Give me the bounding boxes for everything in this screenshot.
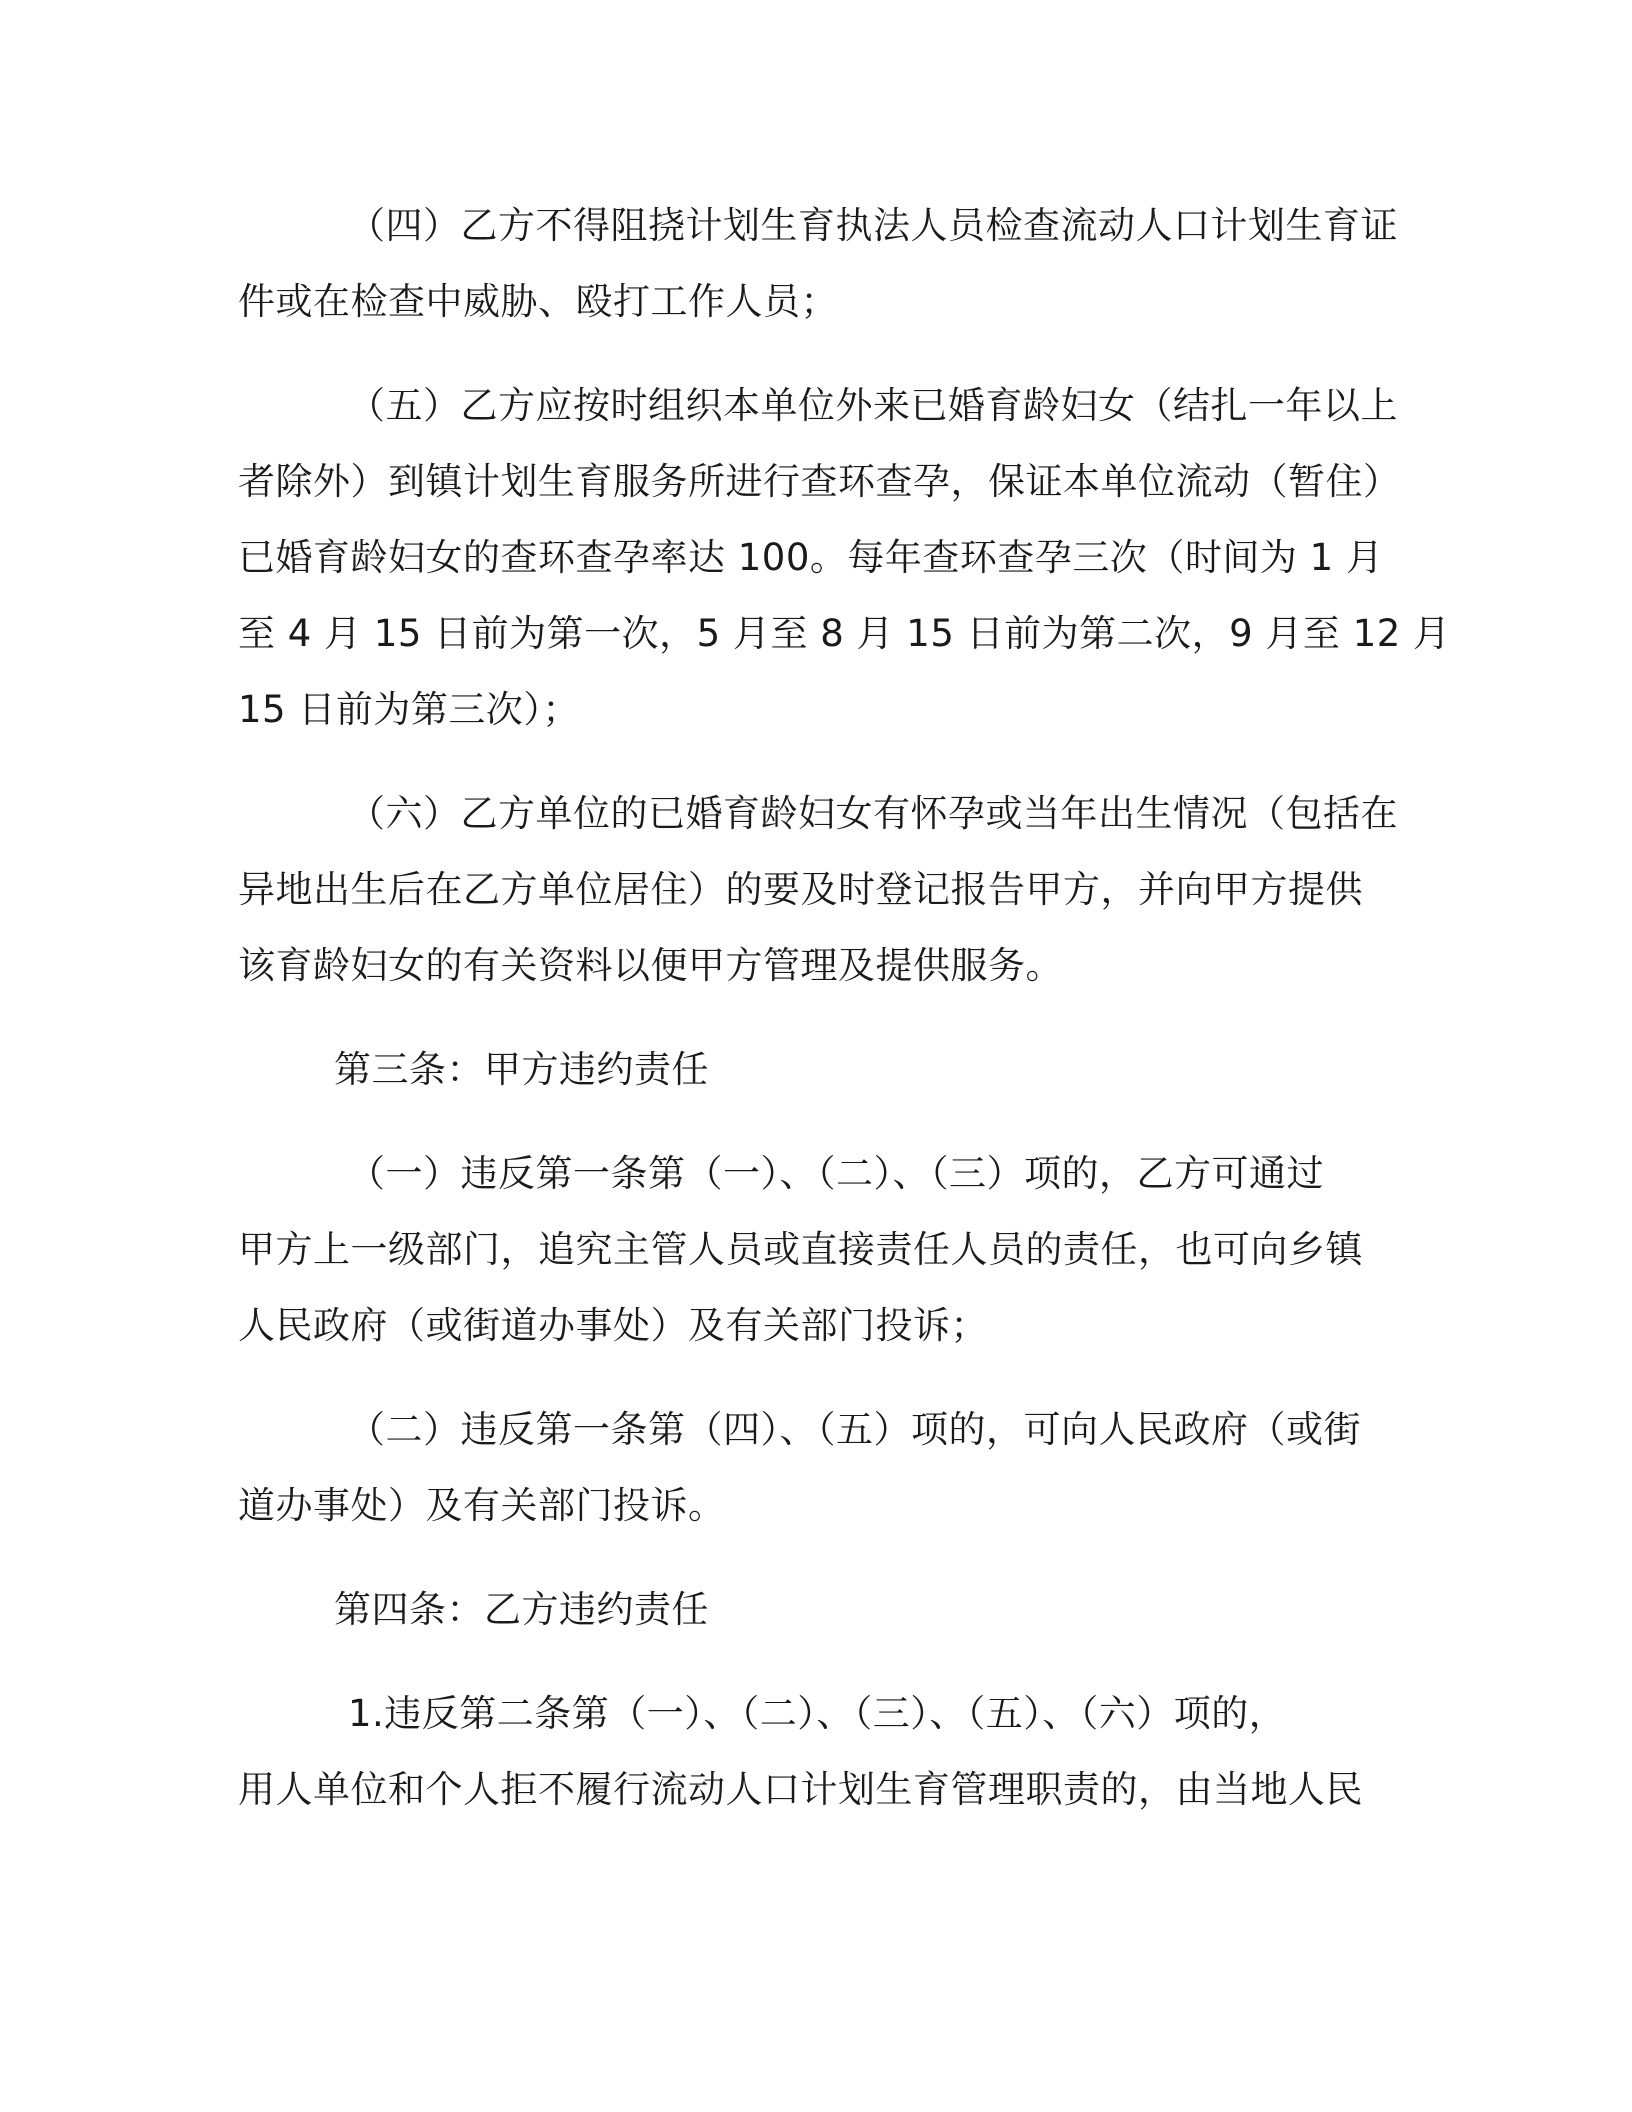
- text-line: 该育龄妇女的有关资料以便甲方管理及提供服务。: [238, 944, 1063, 987]
- text-line: 至 4 月 15 日前为第一次，5 月至 8 月 15 日前为第二次，9 月至 12 月: [238, 612, 1451, 655]
- document-body: [238, 188, 1451, 1856]
- text-line: （五）乙方应按时组织本单位外来已婚育龄妇女（结扎一年以上: [348, 384, 1398, 427]
- text-line: 异地出生后在乙方单位居住）的要及时登记报告甲方，并向甲方提供: [238, 868, 1363, 911]
- text-line: 件或在检查中威胁、殴打工作人员；: [238, 280, 838, 323]
- text-line: （六）乙方单位的已婚育龄妇女有怀孕或当年出生情况（包括在: [348, 792, 1398, 835]
- text-line: 道办事处）及有关部门投诉。: [238, 1484, 726, 1527]
- article-4-item-1: [238, 1676, 1388, 1828]
- article-3-item-2: [238, 1392, 1388, 1544]
- text-line: 甲方上一级部门，追究主管人员或直接责任人员的责任，也可向乡镇: [238, 1228, 1363, 1271]
- text-line: 者除外）到镇计划生育服务所进行查环查孕，保证本单位流动（暂住）: [238, 460, 1401, 503]
- text-line: 1.违反第二条第（一）、（二）、（三）、（五）、（六）项的，: [348, 1692, 1287, 1735]
- article-3-heading: 第三条：甲方违约责任: [334, 1048, 709, 1091]
- clause-item-6: [238, 776, 1398, 1004]
- clause-item-4: [238, 188, 1398, 340]
- text-line: 人民政府（或街道办事处）及有关部门投诉；: [238, 1304, 988, 1347]
- text-line: 用人单位和个人拒不履行流动人口计划生育管理职责的，由当地人民: [238, 1768, 1363, 1811]
- article-3-item-1: [238, 1136, 1388, 1364]
- text-line: （二）违反第一条第（四）、（五）项的，可向人民政府（或街: [348, 1408, 1361, 1451]
- text-line: 15 日前为第三次）；: [238, 688, 580, 731]
- text-line: （一）违反第一条第（一）、（二）、（三）项的，乙方可通过: [348, 1152, 1324, 1195]
- text-line: （四）乙方不得阻挠计划生育执法人员检查流动人口计划生育证: [348, 204, 1398, 247]
- clause-item-5: [238, 368, 1451, 748]
- article-4-heading: 第四条：乙方违约责任: [334, 1588, 709, 1631]
- text-line: 已婚育龄妇女的查环查孕率达 100。每年查环查孕三次（时间为 1 月: [238, 536, 1384, 579]
